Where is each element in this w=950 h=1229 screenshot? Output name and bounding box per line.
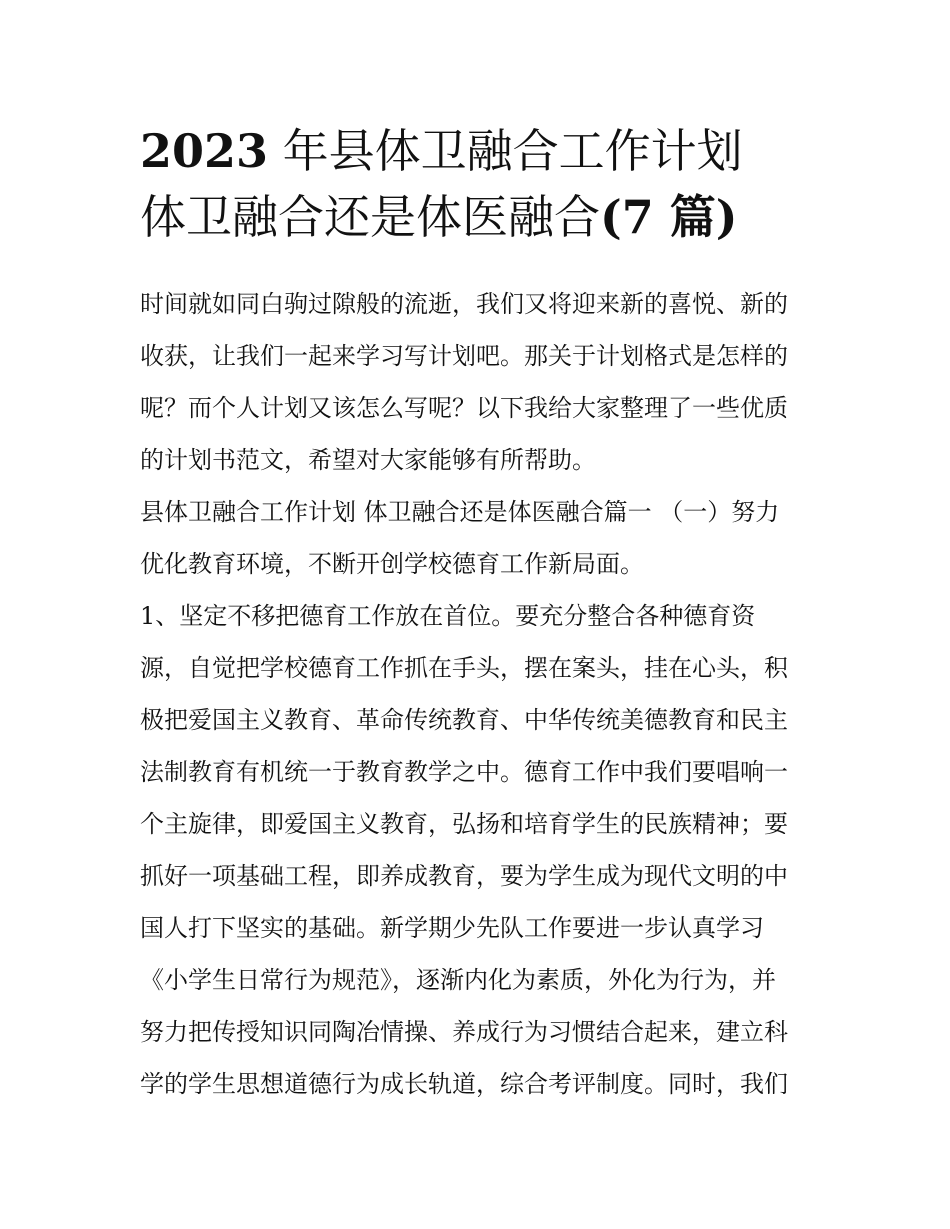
text-line: 时间就如同白驹过隙般的流逝，我们又将迎来新的喜悦、新的 xyxy=(140,290,788,318)
title-year: 2023 xyxy=(140,124,269,178)
text-line: 源，自觉把学校德育工作抓在手头，摆在案头，挂在心头，积 xyxy=(140,654,788,682)
title-count: (7 篇) xyxy=(600,190,738,244)
paragraph-intro xyxy=(140,278,812,486)
text-line: 呢？而个人计划又该怎么写呢？以下我给大家整理了一些优质 xyxy=(140,394,788,422)
document-title xyxy=(140,118,820,250)
text-line: 个主旋律，即爱国主义教育，弘扬和培育学生的民族精神；要 xyxy=(140,810,788,838)
text-line: 法制教育有机统一于教育教学之中。德育工作中我们要唱响一 xyxy=(140,758,788,786)
title-line-2-text: 体卫融合还是体医融合 xyxy=(140,190,600,244)
text-line: 极把爱国主义教育、革命传统教育、中华传统美德教育和民主 xyxy=(140,706,788,734)
paragraph-item-1 xyxy=(140,590,812,1110)
paragraph-section-heading xyxy=(140,486,812,590)
text-line: 优化教育环境，不断开创学校德育工作新局面。 xyxy=(140,550,644,578)
text-line: 学的学生思想道德行为成长轨道，综合考评制度。同时，我们 xyxy=(140,1070,788,1098)
title-line-1 xyxy=(140,118,820,184)
text-line: 努力把传授知识同陶冶情操、养成行为习惯结合起来，建立科 xyxy=(140,1018,788,1046)
text-line: 《小学生日常行为规范》，逐渐内化为素质，外化为行为，并 xyxy=(140,966,776,994)
text-line: 抓好一项基础工程，即养成教育，要为学生成为现代文明的中 xyxy=(140,862,788,890)
text-line: 县体卫融合工作计划 体卫融合还是体医融合篇一 （一）努力 xyxy=(140,498,780,526)
title-line-2 xyxy=(140,184,820,250)
text-line: 的计划书范文，希望对大家能够有所帮助。 xyxy=(140,446,596,474)
document-body xyxy=(140,278,812,1110)
text-line: 国人打下坚实的基础。新学期少先队工作要进一步认真学习 xyxy=(140,914,764,942)
text-line: 收获，让我们一起来学习写计划吧。那关于计划格式是怎样的 xyxy=(140,342,788,370)
title-line-1-text: 年县体卫融合工作计划 xyxy=(268,124,743,178)
text-line: 1、坚定不移把德育工作放在首位。要充分整合各种德育资 xyxy=(140,602,756,630)
